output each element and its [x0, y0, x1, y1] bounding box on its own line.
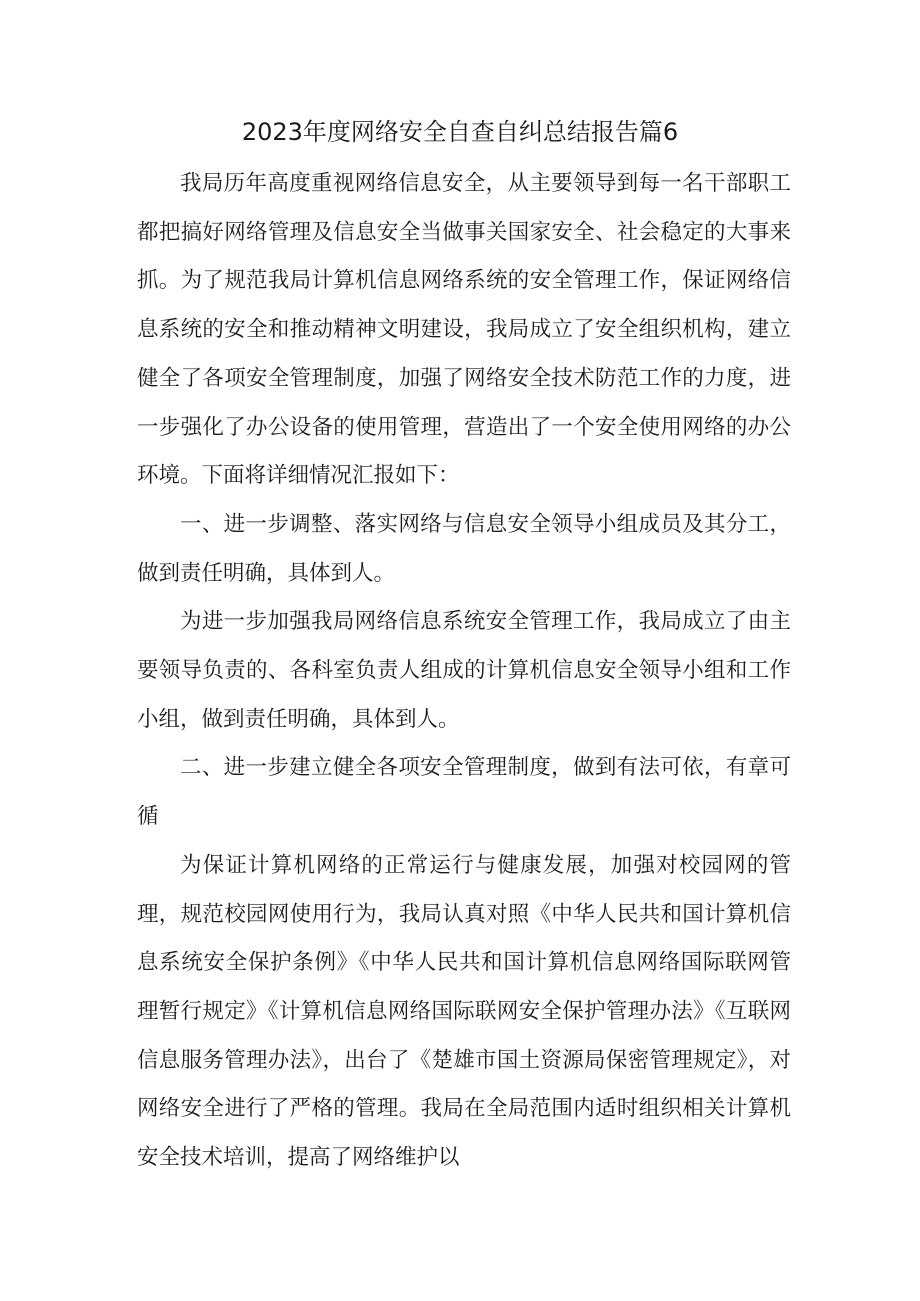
paragraph-section-2-body: 为保证计算机网络的正常运行与健康发展，加强对校园网的管理，规范校园网使用行为，我局认真对照《中华人民共和国计算机信息系统安全保护条例》《中华人民共和国计算机信息网络国际联网管理暂行规定》《计算机信息网络国际联网安全保护管理办法》《互联网信息服务管理办法》，出台了《楚雄市国土资源局保密管理规定》，对网络安全进行了严格的管理。我局在全局范围内适时组织相关计算机安全技术培训，提高了网络维护以 — [137, 852, 791, 1171]
paragraph-section-2-heading: 二、进一步建立健全各项安全管理制度，做到有法可依，有章可循 — [137, 755, 791, 830]
document-body — [137, 160, 791, 1183]
paragraph-section-1-body: 为进一步加强我局网络信息系统安全管理工作，我局成立了由主要领导负责的、各科室负责人组成的计算机信息安全领导小组和工作小组，做到责任明确，具体到人。 — [137, 609, 791, 732]
paragraph-intro: 我局历年高度重视网络信息安全，从主要领导到每一名干部职工都把搞好网络管理及信息安全当做事关国家安全、社会稳定的大事来抓。为了规范我局计算机信息网络系统的安全管理工作，保证网络信息系统的安全和推动精神文明建设，我局成立了安全组织机构，建立健全了各项安全管理制度，加强了网络安全技术防范工作的力度，进一步强化了办公设备的使用管理，营造出了一个安全使用网络的办公环境。下面将详细情况汇报如下： — [137, 171, 791, 489]
document-title: 2023年度网络安全自查自纠总结报告篇6 — [241, 118, 679, 146]
paragraph-section-1-heading: 一、进一步调整、落实网络与信息安全领导小组成员及其分工，做到责任明确，具体到人。 — [137, 511, 791, 586]
